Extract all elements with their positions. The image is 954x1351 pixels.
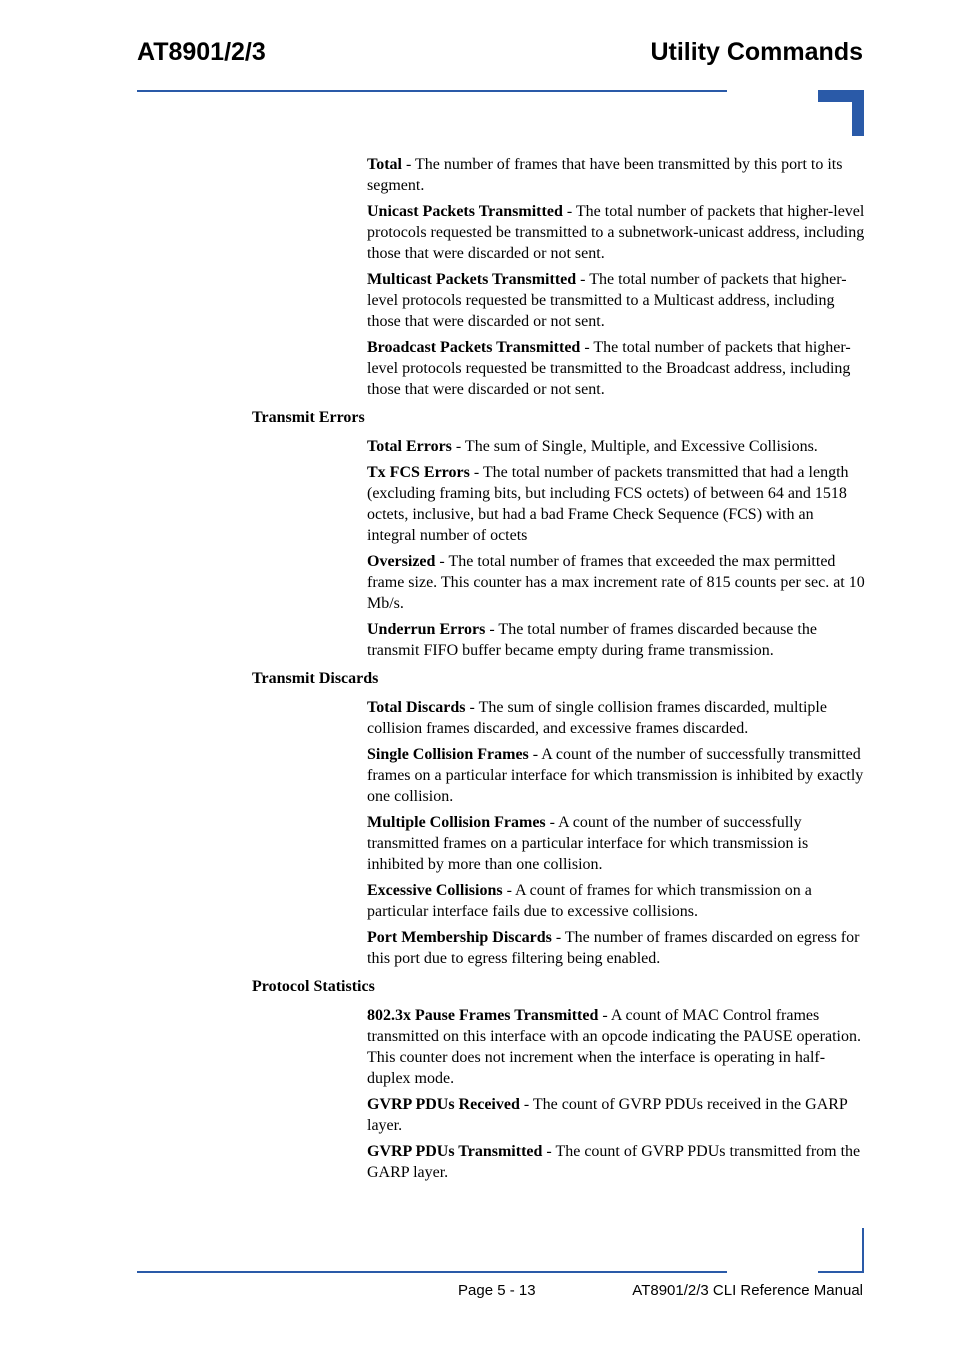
definition-term: Single Collision Frames <box>367 746 529 763</box>
definition-text: - The sum of Single, Multiple, and Excessive Collisions. <box>451 438 818 455</box>
definition-entry <box>367 269 865 332</box>
header-chapter-title: Utility Commands <box>650 38 863 66</box>
header-product-title: AT8901/2/3 <box>137 38 266 66</box>
definition-entry <box>367 201 865 264</box>
definition-term: Tx FCS Errors <box>367 464 470 481</box>
definition-term: Total <box>367 156 402 173</box>
definition-term: Multicast Packets Transmitted <box>367 271 577 288</box>
section-heading-transmit-discards: Transmit Discards <box>252 670 379 687</box>
definition-entry <box>367 551 865 614</box>
definition-term: Broadcast Packets Transmitted <box>367 339 581 356</box>
definition-entry <box>367 462 865 546</box>
definition-text: - A count of the number of successfully transmitted frames on a particular interface for which transmission is inhibited by exactly one collision. <box>367 746 864 805</box>
definition-text: - The sum of single collision frames discarded, multiple collision frames discarded, and excessive frames discarded. <box>367 699 827 737</box>
definition-text: - A count of frames for which transmission on a particular interface fails due to excessive collisions. <box>367 882 812 920</box>
header-rule <box>137 90 727 92</box>
definition-text: - A count of MAC Control frames transmitted on this interface with an opcode indicating the PAUSE operation. This counter does not increment when the interface is operating in half-duplex mode. <box>367 1007 861 1087</box>
definition-entry <box>367 927 865 969</box>
definition-term: Total Errors <box>367 438 452 455</box>
definition-term: 802.3x Pause Frames Transmitted <box>367 1007 599 1024</box>
definition-entry <box>367 697 865 739</box>
definition-entry <box>367 880 865 922</box>
definition-text: - The count of GVRP PDUs received in the GARP layer. <box>367 1096 848 1134</box>
definition-entry <box>367 1141 865 1183</box>
footer-manual-title: AT8901/2/3 CLI Reference Manual <box>632 1282 863 1299</box>
definition-text: - The number of frames discarded on egress for this port due to egress filtering being enabled. <box>367 929 860 967</box>
page-body <box>0 154 954 1188</box>
definition-text: - The number of frames that have been transmitted by this port to its segment. <box>367 156 843 194</box>
definition-entry <box>367 744 865 807</box>
definition-term: Excessive Collisions <box>367 882 503 899</box>
footer-page-number: Page 5 - 13 <box>458 1282 536 1299</box>
definition-term: Unicast Packets Transmitted <box>367 203 563 220</box>
definition-term: Multiple Collision Frames <box>367 814 546 831</box>
definition-text: - The total number of packets that higher-level protocols requested be transmitted to a subnetwork-unicast address, including those that were discarded or not sent. <box>367 203 865 262</box>
definition-text: - The count of GVRP PDUs transmitted from the GARP layer. <box>367 1143 861 1181</box>
footer-rule <box>137 1271 727 1273</box>
definition-entry <box>367 436 865 457</box>
definition-entry <box>367 154 865 196</box>
definition-text: - The total number of packets that higher-level protocols requested be transmitted to the Broadcast address, including those that were discarded or not sent. <box>367 339 851 398</box>
footer-corner-mark-horizontal <box>818 1271 864 1273</box>
definition-entry <box>367 812 865 875</box>
definition-text: - The total number of frames that exceeded the max permitted frame size. This counter has a max increment rate of 815 counts per sec. at 10 Mb/s. <box>367 553 865 612</box>
definition-entry <box>367 619 865 661</box>
definition-term: GVRP PDUs Transmitted <box>367 1143 543 1160</box>
definition-term: GVRP PDUs Received <box>367 1096 520 1113</box>
definition-entry <box>367 1094 865 1136</box>
footer-corner-mark <box>862 1228 864 1273</box>
definition-entry <box>367 1005 865 1089</box>
definition-text: - The total number of packets that higher-level protocols requested be transmitted to a Multicast address, including those that were discarded or not sent. <box>367 271 847 330</box>
definition-term: Oversized <box>367 553 436 570</box>
header-corner-mark-vertical <box>852 90 864 136</box>
definition-text: - The total number of packets transmitted that had a length (excluding framing bits, but including FCS octets) of between 64 and 1518 octets, inclusive, but had a bad Frame Check Sequence (FCS) with an integral number of octets <box>367 464 849 544</box>
definition-term: Underrun Errors <box>367 621 486 638</box>
definition-text: - A count of the number of successfully transmitted frames on a particular interface for which transmission is inhibited by more than one collision. <box>367 814 809 873</box>
section-heading-protocol-statistics: Protocol Statistics <box>252 978 375 995</box>
definition-entry <box>367 337 865 400</box>
definition-term: Total Discards <box>367 699 466 716</box>
definition-text: - The total number of frames discarded because the transmit FIFO buffer became empty during frame transmission. <box>367 621 817 659</box>
section-heading-transmit-errors: Transmit Errors <box>252 409 365 426</box>
definition-term: Port Membership Discards <box>367 929 552 946</box>
